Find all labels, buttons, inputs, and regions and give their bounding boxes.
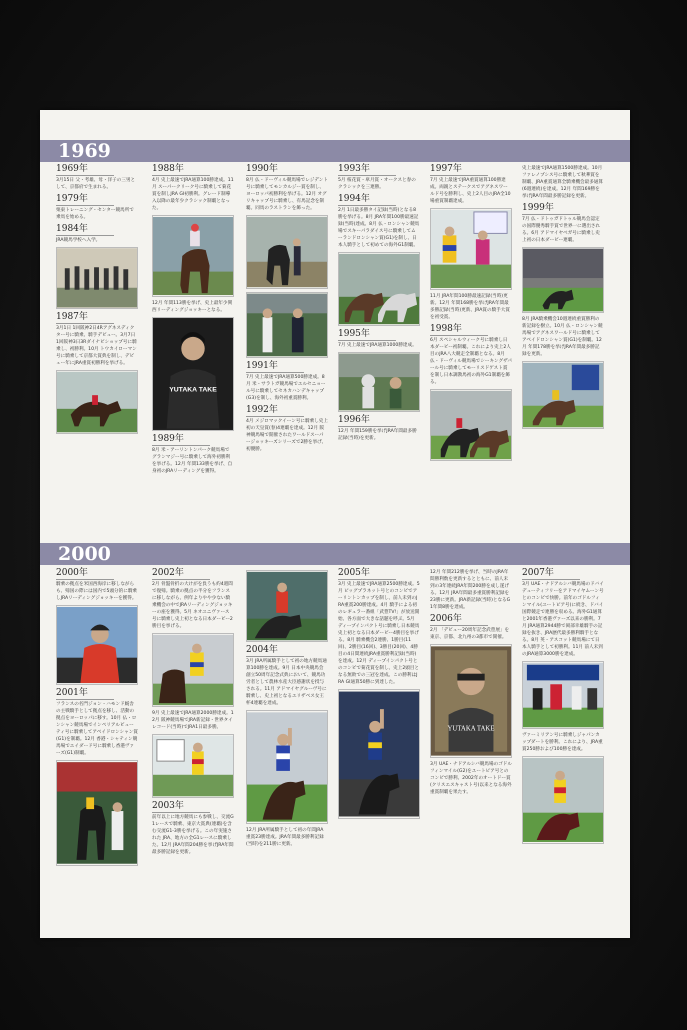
year-label: 1999年 [522, 203, 580, 215]
jockey-helmet-photo [56, 605, 138, 685]
entry-text: 7月 仏・ドトゥガドトゥル競馬会認定の国際優秀騎手賞で世界一に選出される。6月 アドマイヤベガ号に騎乗し史上初の日本ダービー連覇。 [522, 217, 601, 243]
entry-text: 栗東トレーニング・センター競馬所で乗馬を始める。 [56, 208, 134, 220]
year-label: 2003年 [152, 801, 210, 813]
timeline-column-2000-b [152, 568, 234, 859]
entry-text: 12月 年間212勝を挙げ、当時のJRA年間勝利数を更新するとともに、前人未到の3年連続JRA年間200勝を成し遂げる。12月 JRA年間最多重賞勝利記録を23勝に更新。JRA新記録(当時)となるG1年間8勝を達成。 [430, 570, 511, 610]
timeline-column-2000-c [246, 568, 328, 851]
entry-text: 8月 仏・ドーヴィル競馬場でレジデント号に騎乗してモンカルジー賞を制し、ヨーロッパ初勝利を挙げる。12月 オグリキャップ号に騎乗し、有馬記念を制覇。同馬のラストランを飾った。 [246, 178, 328, 211]
timeline-column-1969-b [152, 164, 234, 478]
year-label: 1994年 [338, 194, 396, 206]
trophy-photo [430, 208, 512, 290]
entry-text: 7月 史上最速でJRA通算1000勝達成。 [338, 343, 417, 348]
timeline-column-1969-c [246, 164, 328, 456]
crowd-race-photo [522, 247, 604, 313]
victory-pose-photo [246, 710, 328, 824]
year-label: 1987年 [56, 312, 114, 324]
entry-text: 12月 年間159勝を挙げJRA年間最多勝記録(当時)を更新。 [338, 429, 417, 441]
year-label: 1992年 [246, 405, 304, 417]
entry-text: 8月 米・アーリントンパーク競馬場でグランマジー号に騎乗して海外初勝利を挙げる。12月 年間133勝を挙げ、自身初のJRAリーディングを獲得。 [152, 448, 233, 474]
entry-text: 9月 史上最速でJRA通算2000勝達成。12月 阪神競馬場でJRA新記録・世界タイレコード(当時)でJRA1日最多勝。 [152, 711, 234, 730]
entry-text: 4月 史上最速でJRA通算100勝達成。11月 スーパークリーク号に騎乗して菊花賞を制しJRA GⅠ初勝利。グレード制導入以降の最年少クラシック制覇となった。 [152, 178, 234, 211]
timeline-column-2000-a [56, 568, 138, 869]
entry-text: フランスの名門ジョン・ハモンド厩舎の主戦騎手として拠点を移し、活動の拠点をヨーロッパに移す。10月 仏・ロンシャン競馬場でインペリアルビューティ号に騎乗してアベイドロンシャン賞(G1)を制覇。12月 香港・シャティン競馬場でエイダード号に騎乗し香港ヴァーズ(G1)制覇。 [56, 702, 138, 756]
derby-photo [430, 389, 512, 461]
portrait-photo [152, 317, 234, 431]
year-label: 1988年 [152, 164, 210, 176]
race-photo [56, 370, 138, 434]
entry-text: 3月 JRA所属騎手として初の地方競馬通算100勝を達成。9月 日本中央競馬会創立50周年記念式典において、競馬功労者として農林水産大臣感謝状を授与される。11月 アドマイヤグルーヴ号に騎乗し、史上初となるエリザベス女王杯4連覇を達成。 [246, 659, 327, 706]
ceremony-photo [246, 292, 328, 358]
timeline-column-2000-e [430, 568, 512, 799]
year-label: 2005年 [338, 568, 396, 580]
year-label: 1984年 [56, 224, 114, 236]
year-label: 2000年 [56, 568, 114, 580]
jockey-horse-photo [152, 215, 234, 297]
entry-text: 5月 桜花賞・皐月賞・オークスと春のクラシックを三連勝。 [338, 178, 416, 190]
year-label: 2002年 [152, 568, 210, 580]
decade-heading-2000: 2000 [58, 543, 111, 565]
year-label: 1998年 [430, 324, 488, 336]
year-label: 1969年 [56, 164, 114, 176]
entry-text: 3月 UAE・ナドアルシバ競馬場のゴドルフィンマイル(G2)をユートピア号とのコンビで勝利、2002年のオートドー賞(クリスエスキャスト号)以来となる海外重賞制覇を果たす。 [430, 762, 512, 795]
deep-impact-photo [338, 689, 420, 819]
entry-text: 7月 史上最速でJRA通算500勝達成。8月 米・サラトガ競馬場でエルセニョール号に騎乗してセネカハンデキャップ(G3)を制し、海外初重賞勝利。 [246, 375, 326, 401]
entry-text: 2月 「デビュー20周年記念武豊展」を東京、京都、北九州の3都市で開催。 [430, 628, 510, 640]
entry-text: ヴァーミリアン号に騎乗しジャパンカップダートを勝利。これにより、JRA重賞250勝および100勝を達成。 [522, 733, 603, 752]
year-label: 1989年 [152, 434, 210, 446]
entry-text: 3月15日 父・考雄、母・洋子の三男として、京都府で生まれる。 [56, 178, 136, 190]
entry-text: 3月1日 1回阪神2日4Rアグネスディクター号に騎乗、騎手デビュー。3月7日 1回阪神3日3Rダイナビショップ号に騎乗し、初勝利。10月 トウカイローマン号に騎乗して京都大賞典を制し、デビュー年にJRA重賞初勝利を挙げる。 [56, 326, 137, 366]
red-silks-photo [246, 570, 328, 642]
year-label: 1991年 [246, 361, 304, 373]
timeline-column-2000-f [522, 568, 604, 847]
entry-text: 史上最速でJRA通算1500勝達成。10月 ファレノプシス号に騎乗して秋華賞を制覇、JRA重賞通算全騎乗機会最多通算(6週連続)を達成。12月 年間169勝を挙げJRA年間最多勝記録を更新。 [522, 166, 604, 199]
year-label: 1979年 [56, 194, 114, 206]
timeline-column-2000-d [338, 568, 420, 822]
year-label: 1997年 [430, 164, 488, 176]
year-label: 2006年 [430, 614, 488, 626]
decade-band-2000 [40, 543, 630, 565]
entry-text: 3月 UAE・ナドアルシバ競馬場のドバイデューティフリーをアドマイヤムーン号とのコンビで快勝。前年のゴドルフィンマイル(ユートピア号)に続き、ドバイ国際競走で連勝を収める。海外G1通算と2001年香港ヴァーズ以来の勝利。7月 JRA通算2944勝で岡部幸雄騎手の記録を抜き、JRA歴代最多勝利騎手となる。8月 英・アスコット競馬場にて日本人騎手として初勝利。11月 前人未到のJRA通算3000勝を達成。 [522, 582, 604, 657]
entry-text: 3月 史上最速でJRA通算2500勝達成。5月 ピッグプラネット号とのコンビでアーリントンカップを制し、前人未到のJRA重賞200勝達成。4月 騎手による初のレギュラー番組「武豊TV!」が放送開始、各方面で大きな話題を呼ぶ。5月 ディープインパクト号に騎乗し日本競馬史上初となる日本ダービー4勝目を挙げる。8月 騎乗機会2連勝、1勝目(11回)、2勝目(16回)、3勝目(20回)、4勝目の4日間連続JRA重賞勝利記録(当時)を達成。12月 ディープインパクト号とのコンビで菊花賞を制し、史上2頭目となる無敗での三冠を達成。この勝利はJRA GⅠ通算50勝に到達した。 [338, 582, 420, 685]
timeline-column-1969-f [522, 164, 604, 432]
timeline-poster [40, 110, 630, 938]
entry-text: 12月 年間113勝を挙げ、史上最年少関西リーディングジョッキーとなる。 [152, 301, 233, 313]
entry-text: 8月 JRA騎乗機会10週連続重賞勝利の新記録を樹立。10月 仏・ロンシャン競馬場でアグネスワールド号に騎乗してアベイドロンシャン賞(G1)を制覇。12月 年間178勝を挙げJRA年間最多勝記録を更新。 [522, 317, 603, 357]
entry-text: 11月 JRA年間100勝最速記録(当時)更新。12月 年間168勝を挙げJRA年間最多勝記録(当時)更新、JRA賞の騎手大賞を初受賞。 [430, 294, 510, 320]
entry-text: JRA競馬学校へ入学。 [56, 238, 101, 243]
entry-text: 4月 メジロマックイーン号に騎乗し史上初の天皇賞(春)4連覇を達成。12月 阪神競馬場で開催されたワールドスーパージョッキーズシリーズで2勝を挙げ、初優勝。 [246, 419, 328, 452]
finish-line-photo [522, 361, 604, 429]
year-label: 2004年 [246, 645, 304, 657]
entry-text: 2月 1日最多勝タイ記録(当時)となる8勝を挙げる。8月 JRA年間100勝最速記録(当時)達成。8月 仏・ロンシャン競馬場でスキーパラダイス号に騎乗してムーランドロンシャン賞(G1)を制し、日本人騎手として初めての海外G1制覇。 [338, 208, 420, 248]
year-label: 1996年 [338, 415, 396, 427]
entry-text: 騎乗の拠点を米国西海岸に移しながらも、帰国の際には国内で5頭分的に騎乗しJRAリーディングジョッキーを獲得。 [56, 582, 138, 601]
year-label: 1995年 [338, 329, 396, 341]
timeline-column-1969-a [56, 164, 138, 437]
entry-text: 6月 スペシャルウィーク号に騎乗し日本ダービー初制覇。これにより史上2人目のJRA八大競走全制覇となる。8月 仏・ドーヴィル競馬場でシーキングザパール号に騎乗してモーリスドゲスト賞を制し日本調教馬初の海外G1制覇を飾る。 [430, 338, 512, 385]
year-label: 1990年 [246, 164, 304, 176]
japan-cup-dirt-photo [522, 756, 604, 844]
decade-heading-1969: 1969 [58, 140, 111, 162]
year-label: 2001年 [56, 688, 114, 700]
exhibition-poster-photo [430, 644, 512, 758]
entry-text: 7月 史上最速でJRA重賞通算100勝達成。両親とステークスでアグネスワールド号を勝利し、史上2人目のJRA全10場重賞制覇達成。 [430, 178, 511, 204]
celebration-photo [338, 352, 420, 412]
year-label: 1993年 [338, 164, 396, 176]
decade-band-1969 [40, 140, 630, 162]
year-label: 2007年 [522, 568, 580, 580]
dubai-photo [522, 661, 604, 729]
board-photo [152, 734, 234, 798]
group-photo [56, 247, 138, 309]
poster-title-text: YUTAKA TAKE [169, 386, 217, 394]
entry-text: 前年以上に地方競馬にも参戦し、交流G1レースで騎乗、東京大賞典(連覇)を含む交流G1-3勝を挙げる。この年実施された JRA、地方の全G1レースに騎乗した。12月 JRA年間204勝を挙げJRA年間最多勝記録を更新。 [152, 815, 234, 855]
yellow-silks-photo [152, 633, 234, 707]
timeline-column-1969-d [338, 164, 420, 445]
paddock-photo [246, 215, 328, 289]
exhibition-poster-title: YUTAKA TAKE [447, 725, 495, 733]
race-finish-photo [338, 252, 420, 326]
entry-text: 2月 骨盤骨折の大けがを負うも約4週間で復帰。騎乗の拠点の半分をフランスに移しながら、例年よりやや少ない騎乗機会の中でJRAリーディングジョッキーの座を獲得。5月 ネオユニヴァース号に騎乗し史上初となる日本ダービー2勝目を挙げる。 [152, 582, 233, 629]
hongkong-photo [56, 760, 138, 866]
entry-text: 12月 JRA所属騎手として初の年間JRA重賞23勝達成。JRA年間最多勝利記録(当時)を211勝に更新。 [246, 828, 324, 847]
timeline-column-1969-e [430, 164, 512, 464]
